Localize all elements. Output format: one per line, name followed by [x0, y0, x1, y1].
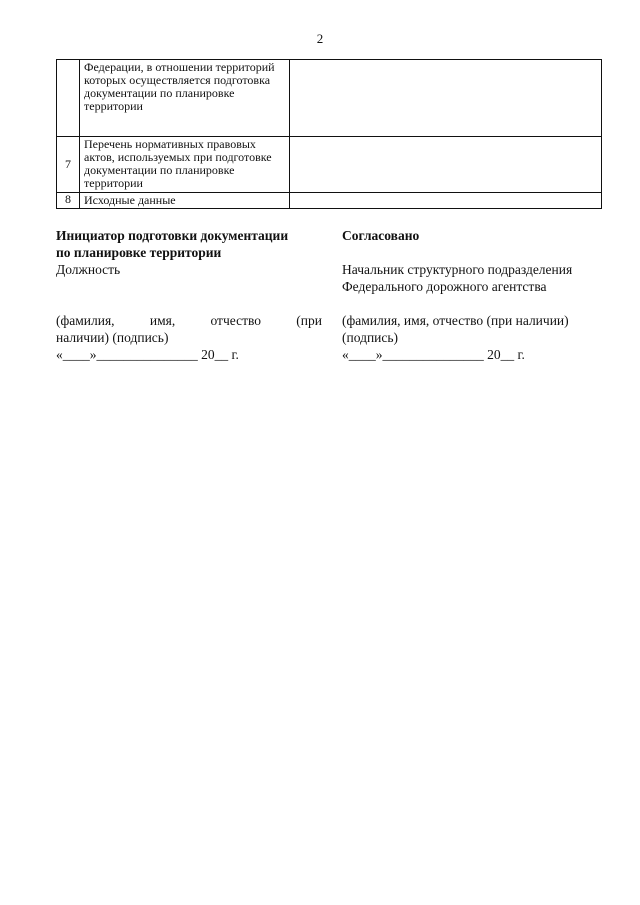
page-number: 2	[316, 31, 324, 46]
row-number: 7	[57, 137, 80, 193]
initiator-heading-line1: Инициатор подготовки документации	[56, 228, 289, 243]
row-number: 8	[57, 193, 80, 209]
approval-position-line1: Начальник структурного подразделения	[342, 262, 573, 277]
approval-position-line2: Федерального дорожного агентства	[342, 279, 547, 294]
initiator-date-line: «____»_______________ 20__ г.	[56, 347, 239, 362]
row-value	[290, 137, 602, 193]
approval-fio-line1: (фамилия, имя, отчество (при наличии)	[342, 313, 569, 328]
initiator-position: Должность	[56, 262, 121, 277]
approval-fio-line2: (подпись)	[342, 330, 399, 345]
approval-position	[342, 261, 602, 295]
requirements-table	[56, 59, 602, 209]
fio-word: (при	[296, 313, 322, 328]
row-name: Федерации, в отношении территорий которых осуществляется подготовка документации по планировке территории	[80, 60, 290, 137]
approval-fio	[342, 312, 602, 363]
initiator-fio	[56, 312, 322, 363]
row-value	[290, 193, 602, 209]
initiator-fio-line1	[56, 312, 322, 329]
table-row	[57, 137, 602, 193]
approval-date-line: «____»_______________ 20__ г.	[342, 347, 525, 362]
fio-word: (фамилия,	[56, 313, 115, 328]
table-row	[57, 60, 602, 137]
initiator-heading-line2: по планировке территории	[56, 245, 222, 260]
row-number	[57, 60, 80, 137]
fio-word: отчество	[210, 313, 261, 328]
initiator-fio-line2: наличии) (подпись)	[56, 330, 169, 345]
fio-word: имя,	[149, 313, 176, 328]
row-name: Перечень нормативных правовых актов, используемых при подготовке документации по планировке территории	[80, 137, 290, 193]
approval-heading: Согласовано	[342, 228, 420, 243]
row-name: Исходные данные	[80, 193, 290, 209]
table-row	[57, 193, 602, 209]
row-value	[290, 60, 602, 137]
initiator-heading	[56, 227, 322, 261]
